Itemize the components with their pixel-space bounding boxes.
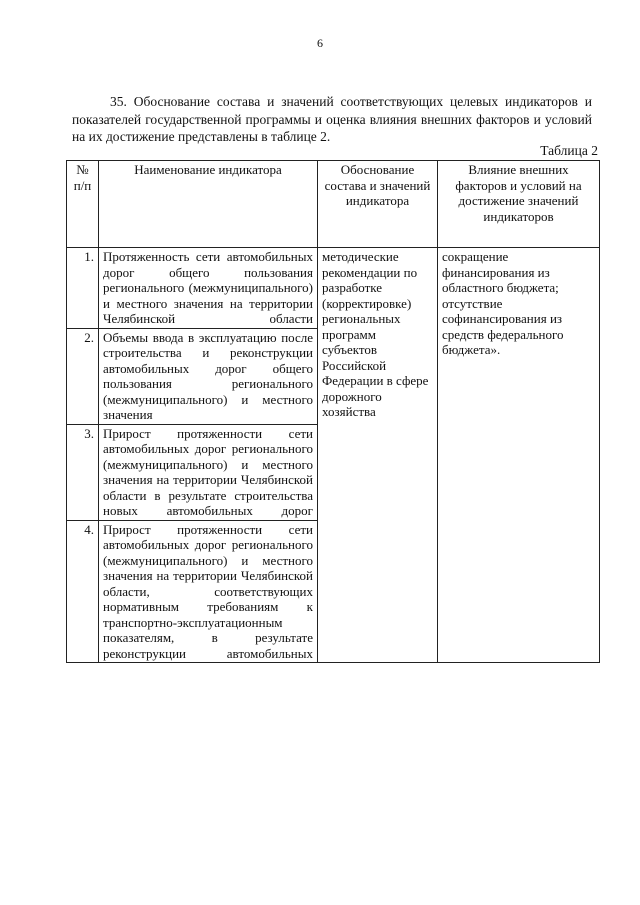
row-number: 1.	[67, 248, 99, 329]
header-num: № п/п	[67, 161, 99, 248]
header-basis: Обоснование состава и значений индикатора	[318, 161, 438, 248]
indicator-name: Прирост протяженности сети автомобильных дорог регионального (межмуниципального) и местного значения на территории Челябинской области в результате строительства новых автомобильных дорог	[99, 424, 318, 520]
intro-paragraph: 35. Обоснование состава и значений соответствующих целевых индикаторов и показателей государственной программы и оценка влияния внешних факторов и условий на их достижение представлены в таблице 2.	[72, 94, 592, 144]
header-influence: Влияние внешних факторов и условий на достижение значений индикаторов	[438, 161, 600, 248]
page-number: 6	[317, 36, 323, 50]
indicator-name: Протяженность сети автомобильных дорог общего пользования регионального (межмуниципального) и местного значения на территории Челябинской области	[99, 248, 318, 329]
influence-cell: сокращение финансирования из областного бюджета; отсутствие софинансирования из средств федерального бюджета».	[438, 248, 600, 663]
table-row	[67, 248, 600, 329]
indicator-name: Прирост протяженности сети автомобильных дорог регионального (межмуниципального) и местного значения на территории Челябинской области, соответствующих нормативным требованиям к транспортно-эксплуатационным показателям, в результате реконструкции автомобильных	[99, 520, 318, 663]
indicators-table	[66, 160, 600, 663]
row-number: 4.	[67, 520, 99, 663]
table-header-row	[67, 161, 600, 248]
basis-cell: методические рекомендации по разработке (корректировке) региональных программ субъектов Российской Федерации в сфере дорожного хозяйства	[318, 248, 438, 663]
indicator-name: Объемы ввода в эксплуатацию после строительства и реконструкции автомобильных дорог общего пользования регионального (межмуниципального) и местного значения	[99, 328, 318, 424]
header-name: Наименование индикатора	[99, 161, 318, 248]
row-number: 2.	[67, 328, 99, 424]
table-caption: Таблица 2	[540, 143, 598, 158]
row-number: 3.	[67, 424, 99, 520]
